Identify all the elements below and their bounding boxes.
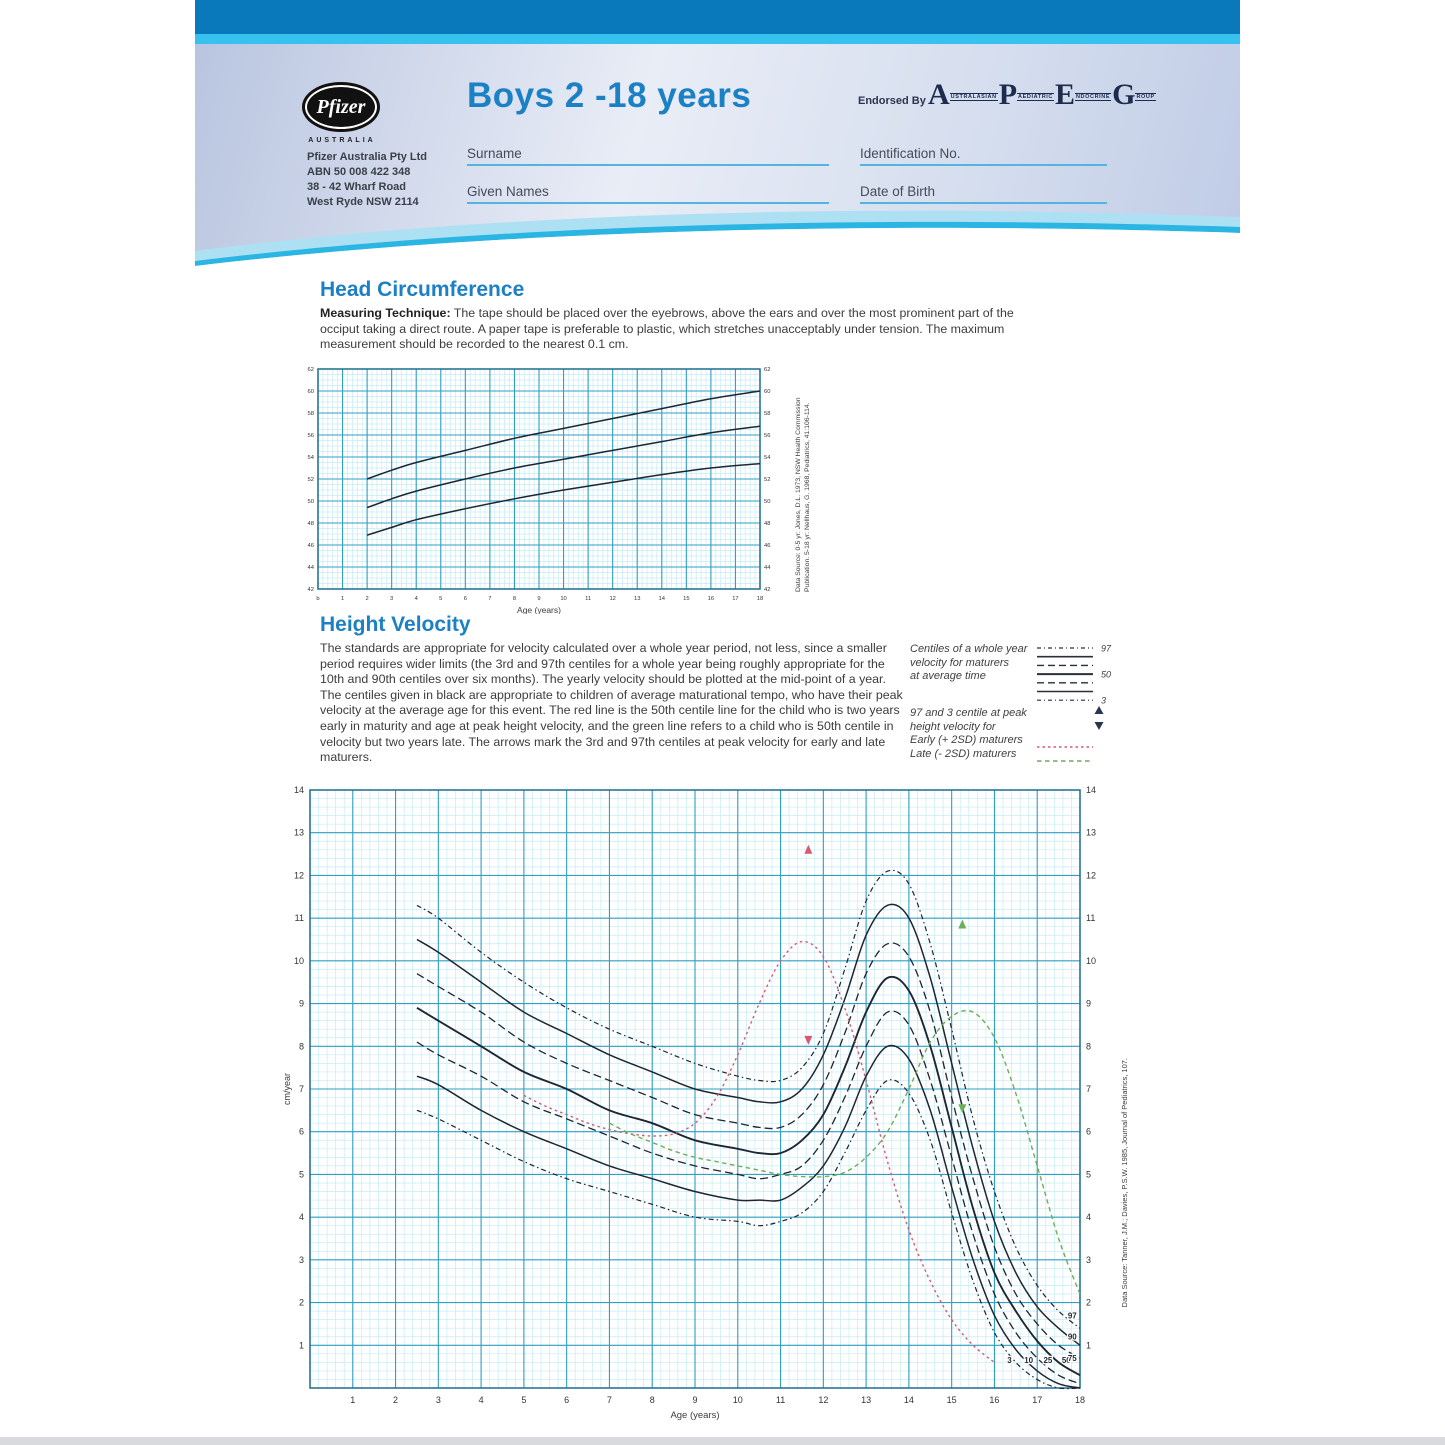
svg-text:14: 14 [293,785,304,795]
svg-text:7: 7 [488,596,492,602]
svg-text:50: 50 [1101,669,1112,680]
address-line: Pfizer Australia Pty Ltd [307,151,428,163]
svg-text:1: 1 [350,1395,356,1405]
svg-text:10: 10 [1086,955,1097,966]
svg-text:8: 8 [1086,1041,1092,1052]
legend-line: Late (- 2SD) maturers [910,747,1017,760]
svg-text:3: 3 [435,1395,441,1405]
svg-text:17: 17 [1032,1395,1043,1405]
svg-text:14: 14 [903,1395,914,1405]
svg-text:9: 9 [692,1395,698,1405]
svg-text:7: 7 [298,1084,304,1094]
svg-text:10: 10 [560,596,567,602]
svg-text:58: 58 [307,411,314,417]
pfizer-logo-subtext: AUSTRALIA [308,137,376,144]
svg-text:6: 6 [463,596,467,602]
svg-text:10: 10 [1024,1356,1034,1366]
apeg-letter: A [928,78,950,111]
legend-line: Early (+ 2SD) maturers [910,734,1023,746]
svg-text:3: 3 [1007,1356,1012,1366]
svg-text:7: 7 [606,1395,612,1405]
svg-text:11: 11 [775,1395,786,1405]
svg-text:90: 90 [1067,1332,1077,1342]
svg-text:2: 2 [393,1395,399,1405]
svg-text:46: 46 [764,543,771,549]
apeg-word: ROUP [1136,94,1155,100]
svg-text:1: 1 [340,596,345,602]
apeg-word: NDOCRINE [1075,94,1111,100]
svg-text:50: 50 [1061,1356,1071,1366]
svg-text:12: 12 [293,870,304,881]
surname-field [467,146,829,166]
svg-text:56: 56 [764,433,771,439]
dob-field [860,184,1107,204]
measuring-technique-lead: Measuring Technique: [320,306,451,320]
svg-text:2: 2 [298,1297,304,1308]
header-top-bar [195,0,1240,34]
svg-text:4: 4 [414,596,418,602]
apeg-logo [928,80,1157,110]
height-velocity-heading: Height Velocity [320,613,471,636]
page [195,0,1240,1445]
page-title: Boys 2 -18 years [467,76,752,115]
identification-label: Identification No. [860,146,961,161]
svg-text:60: 60 [307,389,314,395]
svg-text:6: 6 [564,1395,570,1405]
svg-text:11: 11 [585,596,592,602]
svg-text:12: 12 [609,596,616,602]
given-names-label: Given Names [467,184,549,199]
svg-text:14: 14 [658,596,666,602]
svg-text:Age (years): Age (years) [670,1410,720,1421]
svg-text:11: 11 [294,913,304,924]
svg-text:42: 42 [307,587,314,593]
svg-text:56: 56 [307,433,314,439]
svg-text:97: 97 [1067,1311,1077,1321]
pfizer-address [307,150,427,210]
identification-field [860,146,1107,166]
surname-input-line [467,164,829,166]
svg-text:17: 17 [732,596,739,602]
svg-text:5: 5 [439,596,443,602]
head-circumference-chart [300,362,780,614]
svg-text:54: 54 [307,455,314,461]
svg-text:11: 11 [1086,913,1096,924]
svg-text:12: 12 [1086,870,1097,881]
measuring-technique-paragraph [320,306,1032,353]
height-velocity-chart [280,785,1112,1423]
head-circumference-heading: Head Circumference [320,278,525,301]
svg-text:3: 3 [298,1254,304,1265]
svg-text:2: 2 [1086,1297,1092,1308]
svg-text:18: 18 [756,596,764,602]
svg-text:52: 52 [764,477,771,483]
svg-text:50: 50 [764,499,771,505]
pfizer-logo-text: Pfizer [316,95,366,118]
dob-label: Date of Birth [860,184,936,199]
svg-text:10: 10 [293,955,304,966]
svg-text:Age (years): Age (years) [517,605,561,614]
svg-text:5: 5 [521,1395,527,1405]
page-header [195,0,1240,282]
svg-text:4: 4 [1086,1212,1092,1223]
svg-text:15: 15 [946,1395,957,1405]
svg-text:44: 44 [307,565,314,571]
svg-text:10: 10 [732,1395,743,1405]
svg-text:5: 5 [1086,1169,1092,1180]
svg-text:14: 14 [1086,785,1097,795]
svg-text:62: 62 [764,367,771,373]
svg-text:25: 25 [1043,1356,1053,1366]
svg-text:52: 52 [307,477,314,483]
svg-text:4: 4 [478,1395,484,1405]
svg-text:9: 9 [298,998,304,1009]
dob-input-line [860,202,1107,204]
svg-text:3: 3 [1086,1254,1092,1265]
svg-text:3: 3 [1101,695,1107,706]
svg-text:50: 50 [307,499,314,505]
svg-text:5: 5 [298,1169,304,1180]
legend-line: velocity for maturers [910,656,1010,669]
svg-text:b: b [316,596,320,602]
header-cyan-strip [195,34,1240,44]
svg-text:58: 58 [764,411,771,417]
svg-text:8: 8 [512,596,517,602]
page-bottom-edge [0,1437,1445,1445]
svg-text:48: 48 [307,521,314,527]
svg-text:60: 60 [764,389,771,395]
apeg-word: AEDIATRIC [1018,94,1053,100]
legend-line: at average time [910,670,986,682]
svg-text:13: 13 [633,596,641,602]
svg-text:8: 8 [298,1041,304,1052]
svg-text:18: 18 [1074,1395,1086,1405]
svg-text:7: 7 [1086,1084,1092,1094]
measuring-technique-text: The tape should be placed over the eyebrows, above the ears and over the most prominent part of the occiput taking a direct route. A paper tape is preferable to plastic, which stretches unacceptably under tension. The maximum measurement should be recorded to the nearest 0.1 cm. [320,306,1014,352]
apeg-letter: P [998,78,1018,111]
svg-text:48: 48 [764,521,771,527]
pfizer-logo [302,82,380,132]
head-chart-citation: Data Source: 0-5 yr: Jones, D.L. 1973, NSW Health Commission Publication. 5-18 yr: Nellhaus, G. 1968, Pediatrics, 41:106-114. [795,397,811,592]
svg-text:13: 13 [861,1395,872,1405]
address-line: ABN 50 008 422 348 [307,166,411,178]
svg-text:6: 6 [298,1126,304,1137]
svg-text:8: 8 [649,1395,655,1405]
given-names-input-line [467,202,829,204]
surname-label: Surname [467,146,522,161]
svg-text:3: 3 [390,596,394,602]
svg-text:44: 44 [764,565,771,571]
given-names-field [467,184,829,204]
svg-text:46: 46 [307,543,314,549]
svg-text:1: 1 [298,1340,304,1351]
height-velocity-paragraph: The standards are appropriate for velocity calculated over a whole year period, not less, since a smaller period requires wider limits (the 3rd and 97th centiles for a whole year being roughly appropriate for the 10th and 90th centiles over six months). The yearly velocity should be plotted at the mid-point of a year. The centiles given in black are appropriate to children of average maturational tempo, who have their peak velocity at the average age for this event. The red line is the 50th centile line for the child who is two years early in maturity and age at peak height velocity, and the green line refers to a child who is 50th centile in velocity but two years late. The arrows mark the 3rd and 97th centiles at peak velocity for early and late maturers. [320,641,903,765]
identification-input-line [860,164,1107,166]
endorsed-by-label: Endorsed By [858,95,926,107]
apeg-letter: G [1112,78,1136,111]
svg-text:9: 9 [1086,998,1092,1009]
svg-text:13: 13 [293,827,304,838]
svg-text:54: 54 [764,455,771,461]
svg-text:13: 13 [1086,827,1097,838]
svg-text:42: 42 [764,587,771,593]
legend-line: height velocity for [910,720,996,733]
svg-text:4: 4 [298,1212,304,1223]
legend-line: Centiles of a whole year [910,643,1028,655]
velocity-chart-citation: Data Source: Tanner, J.M.; Davies, P.S.W. 1985, Journal of Pediatrics, 107. [1120,1058,1129,1308]
apeg-word: USTRALASIAN [950,94,997,100]
legend-line: 97 and 3 centile at peak [910,707,1027,719]
svg-text:cm/year: cm/year [282,1072,292,1106]
svg-text:2: 2 [365,596,369,602]
svg-text:9: 9 [537,596,541,602]
legend-peak-velocity-text [910,707,1050,761]
svg-text:12: 12 [818,1395,829,1405]
svg-text:1: 1 [1086,1340,1092,1351]
svg-text:15: 15 [683,596,690,602]
svg-text:6: 6 [1086,1126,1092,1137]
svg-text:16: 16 [989,1395,1000,1405]
svg-text:75: 75 [1067,1354,1077,1364]
svg-text:97: 97 [1101,643,1112,654]
svg-text:16: 16 [707,596,715,602]
legend-average-maturer-text [910,643,1038,684]
svg-text:62: 62 [307,367,314,373]
legend-line-samples [1035,640,1125,775]
apeg-letter: E [1054,78,1075,111]
address-line: 38 - 42 Wharf Road [307,181,407,193]
address-line: West Ryde NSW 2114 [307,196,419,208]
